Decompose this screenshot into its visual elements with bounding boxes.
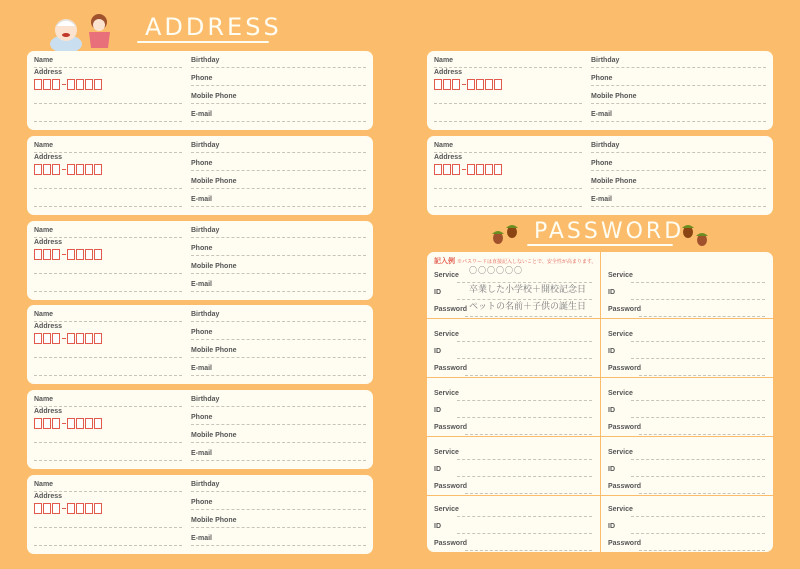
postal-digit-box[interactable] [85,164,93,175]
postal-dash [62,254,66,255]
service-label: Service [434,272,459,279]
phone-label: Phone [591,160,613,167]
postal-digit-box[interactable] [34,164,42,175]
address-field[interactable] [434,188,582,189]
password-field[interactable] [639,316,765,317]
name-label: Name [434,57,454,64]
password-entry [601,496,773,552]
birthday-label: Birthday [191,481,220,488]
postal-code-boxes[interactable] [434,79,503,90]
address-field[interactable] [34,121,182,122]
postal-digit-box[interactable] [34,418,42,429]
postal-digit-box[interactable] [52,249,60,260]
id-label: ID [434,289,441,296]
phone-label: Phone [191,75,213,82]
name-field[interactable] [34,237,182,238]
postal-digit-box[interactable] [34,503,42,514]
address-label: Address [34,323,63,330]
password-label: Password [434,306,468,313]
email-field[interactable] [191,291,366,292]
service-label: Service [434,506,459,513]
postal-digit-box[interactable] [67,79,75,90]
password-entry [427,319,600,377]
id-field[interactable] [631,299,765,300]
postal-digit-box[interactable] [52,418,60,429]
mobile-phone-label: Mobile Phone [191,93,237,100]
phone-field[interactable] [191,424,366,425]
phone-field[interactable] [191,339,366,340]
name-field[interactable] [34,491,182,492]
birthday-label: Birthday [191,142,220,149]
service-field[interactable] [457,459,592,460]
postal-digit-box[interactable] [443,79,451,90]
postal-digit-box[interactable] [67,164,75,175]
service-field[interactable] [457,516,592,517]
id-field[interactable] [457,417,592,418]
postal-digit-box[interactable] [43,503,51,514]
address-label: Address [34,239,63,246]
postal-code-boxes[interactable] [34,79,103,90]
mobile-phone-label: Mobile Phone [191,347,237,354]
postal-digit-box[interactable] [452,79,460,90]
address-field[interactable] [34,460,182,461]
postal-code-boxes[interactable] [34,418,103,429]
phone-field[interactable] [191,85,366,86]
password-entry [427,496,600,552]
postal-digit-box[interactable] [85,418,93,429]
postal-code-boxes[interactable] [34,503,103,514]
address-card [427,51,773,130]
postal-digit-box[interactable] [43,249,51,260]
postal-digit-box[interactable] [85,249,93,260]
acorn-icon [680,222,710,248]
password-entry [601,319,773,377]
mobile-phone-field[interactable] [191,527,366,528]
postal-digit-box[interactable] [52,79,60,90]
phone-field[interactable] [191,255,366,256]
id-field[interactable] [631,476,765,477]
password-label: Password [434,424,468,431]
service-label: Service [608,390,633,397]
address-field[interactable] [34,273,182,274]
address-card [427,136,773,215]
name-field[interactable] [434,152,582,153]
phone-field[interactable] [191,170,366,171]
postal-digit-box[interactable] [76,333,84,344]
password-label: Password [434,540,468,547]
password-entry [427,378,600,436]
address-label: Address [34,154,63,161]
id-label: ID [608,466,615,473]
postal-digit-box[interactable] [94,79,102,90]
name-field[interactable] [34,321,182,322]
phone-label: Phone [591,75,613,82]
id-label: ID [608,523,615,530]
password-label: Password [608,424,642,431]
postal-digit-box[interactable] [94,503,102,514]
address-card [27,51,373,130]
heading-underline [527,244,673,246]
id-label: ID [434,466,441,473]
id-label: ID [608,407,615,414]
postal-digit-box[interactable] [67,503,75,514]
birthday-field[interactable] [191,152,366,153]
id-field[interactable] [457,533,592,534]
address-card [27,475,373,554]
postal-digit-box[interactable] [443,164,451,175]
id-label: ID [434,348,441,355]
email-field[interactable] [191,121,366,122]
password-field[interactable] [639,493,765,494]
email-label: E-mail [591,196,613,203]
postal-digit-box[interactable] [34,249,42,260]
mobile-phone-label: Mobile Phone [191,517,237,524]
password-entry [427,252,600,318]
name-label: Name [34,142,54,149]
postal-code-boxes[interactable] [34,333,103,344]
service-label: Service [434,331,459,338]
password-label: Password [608,483,642,490]
birthday-label: Birthday [591,142,620,149]
postal-digit-box[interactable] [67,249,75,260]
address-card [27,136,373,215]
address-field[interactable] [34,206,182,207]
postal-digit-box[interactable] [94,164,102,175]
postal-code-boxes[interactable] [34,164,103,175]
service-field[interactable] [457,341,592,342]
postal-digit-box[interactable] [43,164,51,175]
password-entry [601,252,773,318]
mobile-phone-field[interactable] [191,103,366,104]
postal-digit-box[interactable] [43,333,51,344]
email-label: E-mail [191,535,213,542]
address-field[interactable] [34,442,182,443]
postal-digit-box[interactable] [67,333,75,344]
email-label: E-mail [591,111,613,118]
postal-digit-box[interactable] [52,333,60,344]
mobile-phone-field[interactable] [591,188,766,189]
postal-code-boxes[interactable] [34,249,103,260]
password-field[interactable] [465,316,592,317]
address-card [27,390,373,469]
postal-digit-box[interactable] [467,79,475,90]
id-label: ID [608,289,615,296]
phone-label: Phone [191,414,213,421]
service-label: Service [434,449,459,456]
address-label: Address [434,69,463,76]
name-label: Name [34,57,54,64]
address-field[interactable] [34,375,182,376]
name-label: Name [34,481,54,488]
children-illustration [44,8,120,54]
name-label: Name [34,311,54,318]
birthday-label: Birthday [191,396,220,403]
password-label: Password [608,540,642,547]
postal-digit-box[interactable] [94,418,102,429]
phone-field[interactable] [191,509,366,510]
address-label: Address [34,493,63,500]
email-label: E-mail [191,450,213,457]
id-label: ID [434,407,441,414]
address-label: Address [434,154,463,161]
birthday-field[interactable] [191,237,366,238]
example-note: ※パスワードは直接記入しないことで、安全性が高まります。 [457,259,597,265]
postal-digit-box[interactable] [52,164,60,175]
service-field[interactable] [457,400,592,401]
example-service: 〇〇〇〇〇〇 [469,266,523,275]
postal-digit-box[interactable] [85,79,93,90]
password-heading: PASSWORD [534,219,685,244]
example-id: 卒業した小学校＋開校記念日 [469,285,587,295]
password-label: Password [608,365,642,372]
phone-label: Phone [191,160,213,167]
address-card [27,305,373,384]
name-field[interactable] [34,406,182,407]
postal-digit-box[interactable] [494,79,502,90]
address-field[interactable] [34,291,182,292]
phone-field[interactable] [591,85,766,86]
address-field[interactable] [434,103,582,104]
mobile-phone-label: Mobile Phone [191,432,237,439]
postal-digit-box[interactable] [43,79,51,90]
birthday-label: Birthday [591,57,620,64]
address-label: Address [34,408,63,415]
postal-dash [62,508,66,509]
postal-digit-box[interactable] [76,503,84,514]
postal-digit-box[interactable] [452,164,460,175]
acorn-icon [490,222,520,248]
name-label: Name [34,227,54,234]
service-label: Service [434,390,459,397]
postal-digit-box[interactable] [467,164,475,175]
postal-digit-box[interactable] [434,164,442,175]
password-entry [601,378,773,436]
postal-dash [62,338,66,339]
phone-label: Phone [191,245,213,252]
postal-digit-box[interactable] [485,164,493,175]
postal-digit-box[interactable] [485,79,493,90]
email-field[interactable] [591,121,766,122]
postal-digit-box[interactable] [494,164,502,175]
id-field[interactable] [457,358,592,359]
name-field[interactable] [434,67,582,68]
name-label: Name [434,142,454,149]
email-field[interactable] [591,206,766,207]
postal-digit-box[interactable] [76,249,84,260]
name-field[interactable] [34,67,182,68]
birthday-field[interactable] [191,321,366,322]
phone-label: Phone [191,329,213,336]
birthday-field[interactable] [191,406,366,407]
birthday-label: Birthday [191,57,220,64]
example-heading: 記入例 [434,258,455,265]
name-label: Name [34,396,54,403]
postal-digit-box[interactable] [434,79,442,90]
address-field[interactable] [34,103,182,104]
id-field[interactable] [631,358,765,359]
service-label: Service [608,272,633,279]
postal-dash [62,169,66,170]
phone-label: Phone [191,499,213,506]
birthday-label: Birthday [191,311,220,318]
mobile-phone-label: Mobile Phone [591,178,637,185]
postal-digit-box[interactable] [94,249,102,260]
id-field[interactable] [631,533,765,534]
service-field[interactable] [631,400,765,401]
password-field[interactable] [465,493,592,494]
email-label: E-mail [191,196,213,203]
password-field[interactable] [465,434,592,435]
birthday-field[interactable] [191,491,366,492]
postal-digit-box[interactable] [85,503,93,514]
service-field[interactable] [631,341,765,342]
phone-field[interactable] [591,170,766,171]
service-label: Service [608,331,633,338]
email-field[interactable] [191,375,366,376]
postal-digit-box[interactable] [76,418,84,429]
service-field[interactable] [631,282,765,283]
postal-digit-box[interactable] [34,333,42,344]
password-field[interactable] [639,375,765,376]
name-field[interactable] [34,152,182,153]
mobile-phone-field[interactable] [191,273,366,274]
postal-digit-box[interactable] [76,164,84,175]
postal-digit-box[interactable] [476,79,484,90]
address-field[interactable] [34,545,182,546]
service-field[interactable] [631,516,765,517]
address-field[interactable] [434,206,582,207]
password-label: Password [434,483,468,490]
example-password: ペットの名前＋子供の誕生日 [469,302,587,312]
birthday-label: Birthday [191,227,220,234]
mobile-phone-field[interactable] [591,103,766,104]
password-table [427,252,773,552]
password-label: Password [434,365,468,372]
postal-digit-box[interactable] [34,79,42,90]
postal-dash [62,423,66,424]
email-label: E-mail [191,281,213,288]
password-label: Password [608,306,642,313]
address-field[interactable] [34,527,182,528]
postal-code-boxes[interactable] [434,164,503,175]
id-label: ID [434,523,441,530]
password-field[interactable] [465,375,592,376]
service-label: Service [608,506,633,513]
birthday-field[interactable] [191,67,366,68]
email-field[interactable] [191,545,366,546]
heading-underline [137,41,269,43]
password-field[interactable] [465,550,592,551]
password-entry [427,437,600,495]
birthday-field[interactable] [591,67,766,68]
mobile-phone-label: Mobile Phone [191,263,237,270]
address-heading: ADDRESS [145,13,282,41]
password-field[interactable] [639,550,765,551]
mobile-phone-field[interactable] [191,357,366,358]
email-label: E-mail [191,365,213,372]
mobile-phone-field[interactable] [191,442,366,443]
postal-digit-box[interactable] [52,503,60,514]
service-label: Service [608,449,633,456]
address-field[interactable] [434,121,582,122]
postal-dash [462,169,466,170]
address-card [27,221,373,300]
postal-digit-box[interactable] [85,333,93,344]
birthday-field[interactable] [591,152,766,153]
postal-digit-box[interactable] [76,79,84,90]
postal-dash [462,84,466,85]
address-label: Address [34,69,63,76]
address-field[interactable] [34,188,182,189]
email-field[interactable] [191,206,366,207]
id-field[interactable] [457,476,592,477]
address-field[interactable] [34,357,182,358]
postal-digit-box[interactable] [476,164,484,175]
postal-digit-box[interactable] [67,418,75,429]
password-field[interactable] [639,434,765,435]
email-field[interactable] [191,460,366,461]
mobile-phone-label: Mobile Phone [591,93,637,100]
postal-digit-box[interactable] [94,333,102,344]
mobile-phone-label: Mobile Phone [191,178,237,185]
postal-dash [62,84,66,85]
service-field[interactable] [631,459,765,460]
password-entry [601,437,773,495]
id-field[interactable] [631,417,765,418]
id-label: ID [608,348,615,355]
email-label: E-mail [191,111,213,118]
mobile-phone-field[interactable] [191,188,366,189]
postal-digit-box[interactable] [43,418,51,429]
